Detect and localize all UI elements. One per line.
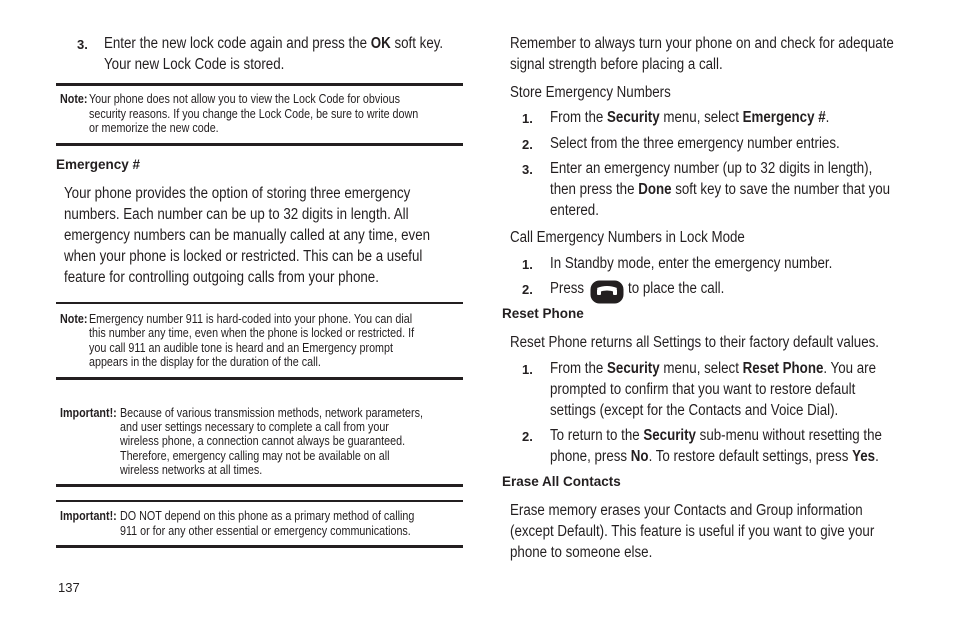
note-line: security reasons. If you change the Lock Code, be sure to write down (89, 107, 419, 121)
note-bottom-rule (56, 143, 463, 146)
step-text-line: to place the call. (628, 280, 725, 297)
note-line: this number any time, even when the phone is locked or restricted. If (89, 326, 415, 340)
step-text-line: phone, press No. To restore default settings, press Yes. (550, 448, 879, 465)
important2-top-rule (56, 500, 463, 502)
heading-erase-all-contacts: Erase All Contacts (502, 474, 621, 489)
note2-top-rule (56, 302, 463, 304)
call-emergency-title: Call Emergency Numbers in Lock Mode (510, 229, 745, 246)
store-emergency-title: Store Emergency Numbers (510, 84, 671, 101)
note2-bottom-rule (56, 377, 463, 380)
paragraph-line: numbers. Each number can be up to 32 digits in length. All (64, 206, 409, 223)
paragraph-line: Remember to always turn your phone on and check for adequate (510, 35, 894, 52)
note-top-rule (56, 83, 463, 86)
note-line: appears in the display for the duration of the call. (89, 355, 321, 369)
important-line: 911 or for any other essential or emergency communications. (120, 524, 411, 538)
paragraph-line: signal strength before placing a call. (510, 56, 723, 73)
note-line: Your phone does not allow you to view the Lock Code for obvious (89, 92, 400, 106)
important-line: Therefore, emergency calling may not be available on all (120, 449, 390, 463)
step-text-line: then press the Done soft key to save the number that you (550, 181, 891, 198)
step-text-line: Select from the three emergency number entries. (550, 135, 840, 152)
note-label: Note: (60, 92, 88, 106)
paragraph-line: emergency numbers can be manually called at any time, even (64, 227, 431, 244)
important-line: wireless networks at all times. (120, 463, 263, 477)
heading-emergency: Emergency # (56, 157, 141, 172)
step-number: 2. (522, 429, 533, 444)
step-text-line: Press (550, 280, 585, 297)
paragraph-line: Erase memory erases your Contacts and Group information (510, 502, 863, 519)
important-line: DO NOT depend on this phone as a primary method of calling (120, 509, 415, 523)
step-text-line: From the Security menu, select Emergency #. (550, 109, 830, 126)
step-text-line: entered. (550, 202, 599, 219)
step-number: 1. (522, 362, 533, 377)
important-line: wireless phone, a connection cannot always be guaranteed. (120, 434, 406, 448)
reset-intro: Reset Phone returns all Settings to their factory default values. (510, 334, 880, 351)
step-text-line: Enter an emergency number (up to 32 digits in length), (550, 160, 873, 177)
important-line: and user settings necessary to complete a call from your (120, 420, 389, 434)
heading-reset-phone: Reset Phone (502, 306, 584, 321)
step-text-line: Enter the new lock code again and press the OK soft key. (104, 35, 444, 52)
step-number: 1. (522, 257, 533, 272)
step-number: 3. (522, 162, 533, 177)
important-line: Because of various transmission methods, network parameters, (120, 406, 423, 420)
note-label: Note: (60, 312, 88, 326)
paragraph-line: Your phone provides the option of storing three emergency (64, 185, 411, 202)
step-text-line: prompted to confirm that you want to restore default (550, 381, 856, 398)
important1-bottom-rule (56, 484, 463, 487)
important2-bottom-rule (56, 545, 463, 548)
step-number: 2. (522, 137, 533, 152)
important-label: Important!: (60, 509, 117, 523)
step-text-line: Your new Lock Code is stored. (104, 56, 285, 73)
step-number: 1. (522, 111, 533, 126)
step-text-line: From the Security menu, select Reset Phone. You are (550, 360, 877, 377)
paragraph-line: when your phone is locked or restricted. This can be a useful (64, 248, 423, 265)
step-text-line: In Standby mode, enter the emergency number. (550, 255, 833, 272)
paragraph-line: phone to someone else. (510, 544, 653, 561)
page-number: 137 (58, 580, 80, 595)
note-line: you call 911 an audible tone is heard and an Emergency prompt (89, 341, 393, 355)
note-line: or memorize the new code. (89, 121, 219, 135)
step-text-line: To return to the Security sub-menu without resetting the (550, 427, 882, 444)
important-label: Important!: (60, 406, 117, 420)
send-key-icon (590, 280, 624, 304)
note-line: Emergency number 911 is hard-coded into your phone. You can dial (89, 312, 413, 326)
paragraph-line: (except Default). This feature is useful if you want to give your (510, 523, 875, 540)
step-number: 3. (77, 37, 88, 52)
paragraph-line: feature for controlling outgoing calls from your phone. (64, 269, 379, 286)
step-number: 2. (522, 282, 533, 297)
step-text-line: settings (except for the Contacts and Voice Dial). (550, 402, 839, 419)
